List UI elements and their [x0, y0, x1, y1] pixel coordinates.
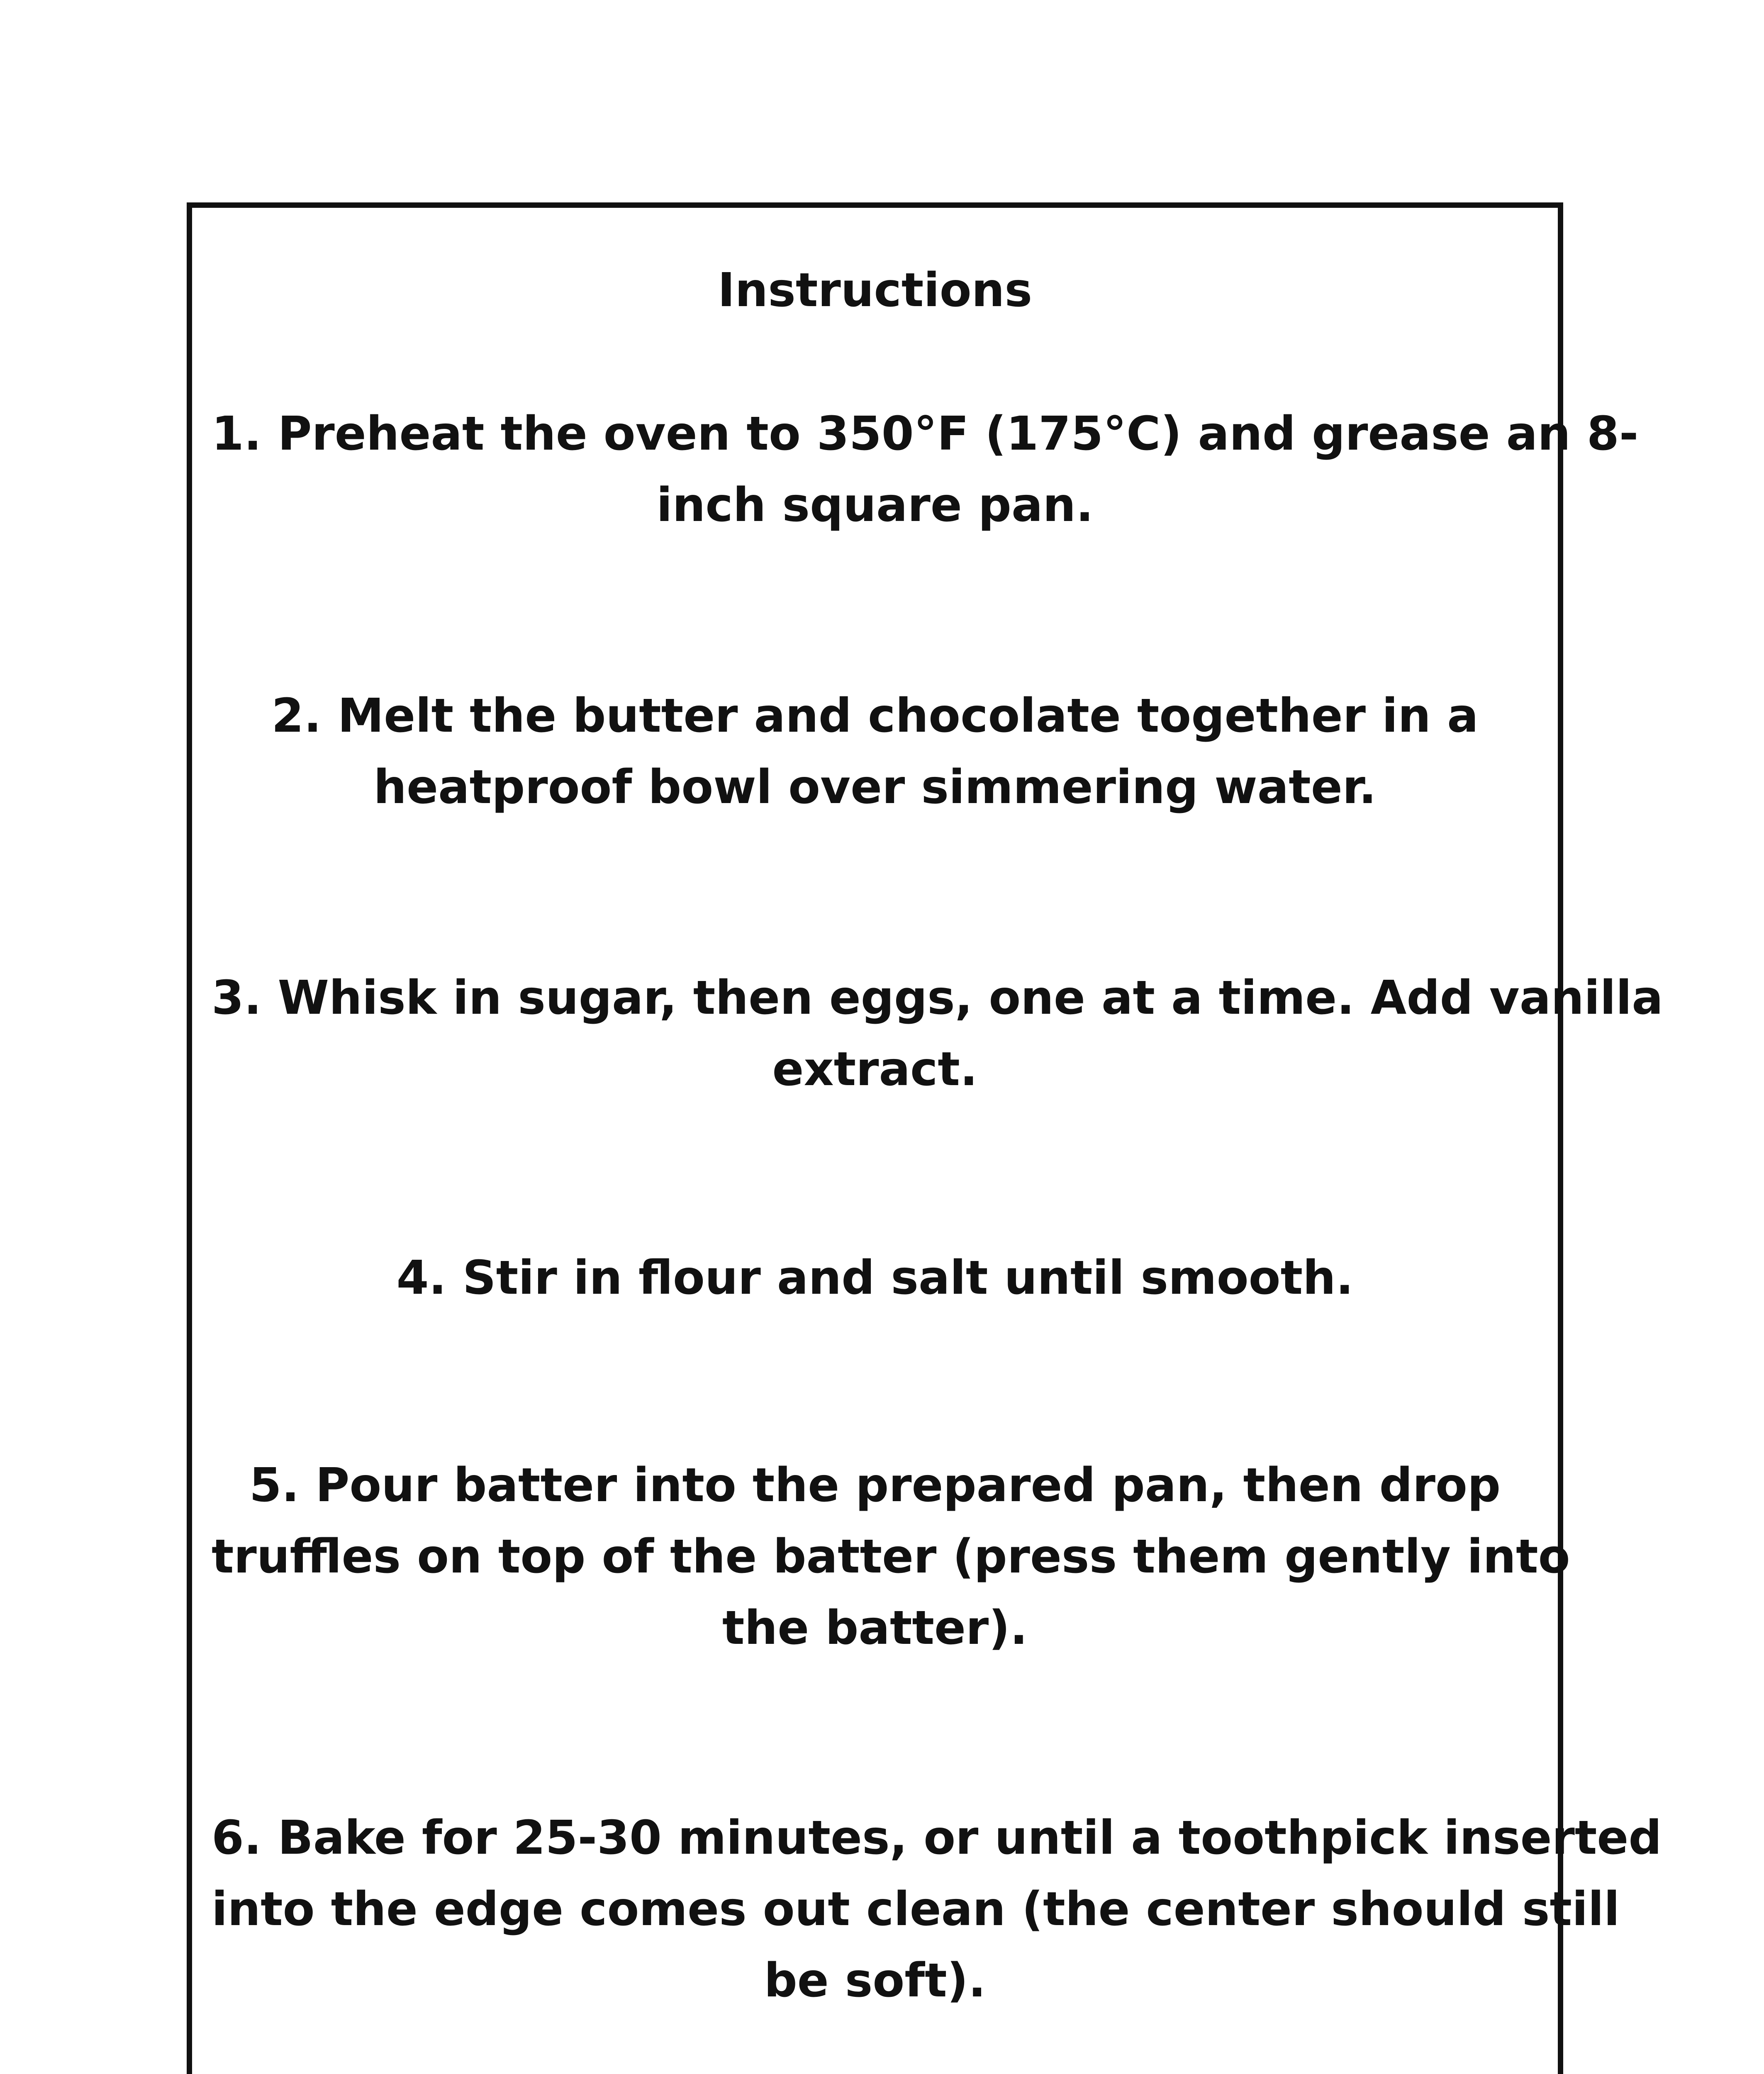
step-line: 4. Stir in flour and salt until smooth. — [396, 1251, 1354, 1305]
step-line: be soft). — [764, 1954, 986, 2008]
instruction-step-2 — [212, 680, 1538, 823]
instruction-step-4 — [212, 1242, 1538, 1314]
step-line: into the edge comes out clean (the center should still — [212, 1882, 1620, 1936]
step-line: the batter). — [722, 1601, 1028, 1655]
step-line: 5. Pour batter into the prepared pan, then drop — [249, 1458, 1501, 1512]
page-title: Instructions — [717, 263, 1033, 317]
step-line: extract. — [772, 1042, 978, 1096]
instruction-step-5 — [212, 1450, 1570, 1664]
step-line: heatproof bowl over simmering water. — [373, 760, 1377, 814]
instruction-step-3 — [212, 962, 1663, 1105]
step-line: 2. Melt the butter and chocolate together in a — [271, 689, 1479, 743]
step-line: 6. Bake for 25-30 minutes, or until a toothpick inserted — [212, 1811, 1662, 1865]
step-line: 3. Whisk in sugar, then eggs, one at a time. Add vanilla — [212, 971, 1663, 1025]
step-line: inch square pan. — [656, 478, 1094, 532]
step-line: 1. Preheat the oven to 350°F (175°C) and grease an 8- — [212, 407, 1639, 461]
instruction-step-6 — [212, 1802, 1662, 2016]
step-line: truffles on top of the batter (press them gently into — [212, 1530, 1570, 1584]
instruction-step-1 — [212, 398, 1639, 541]
